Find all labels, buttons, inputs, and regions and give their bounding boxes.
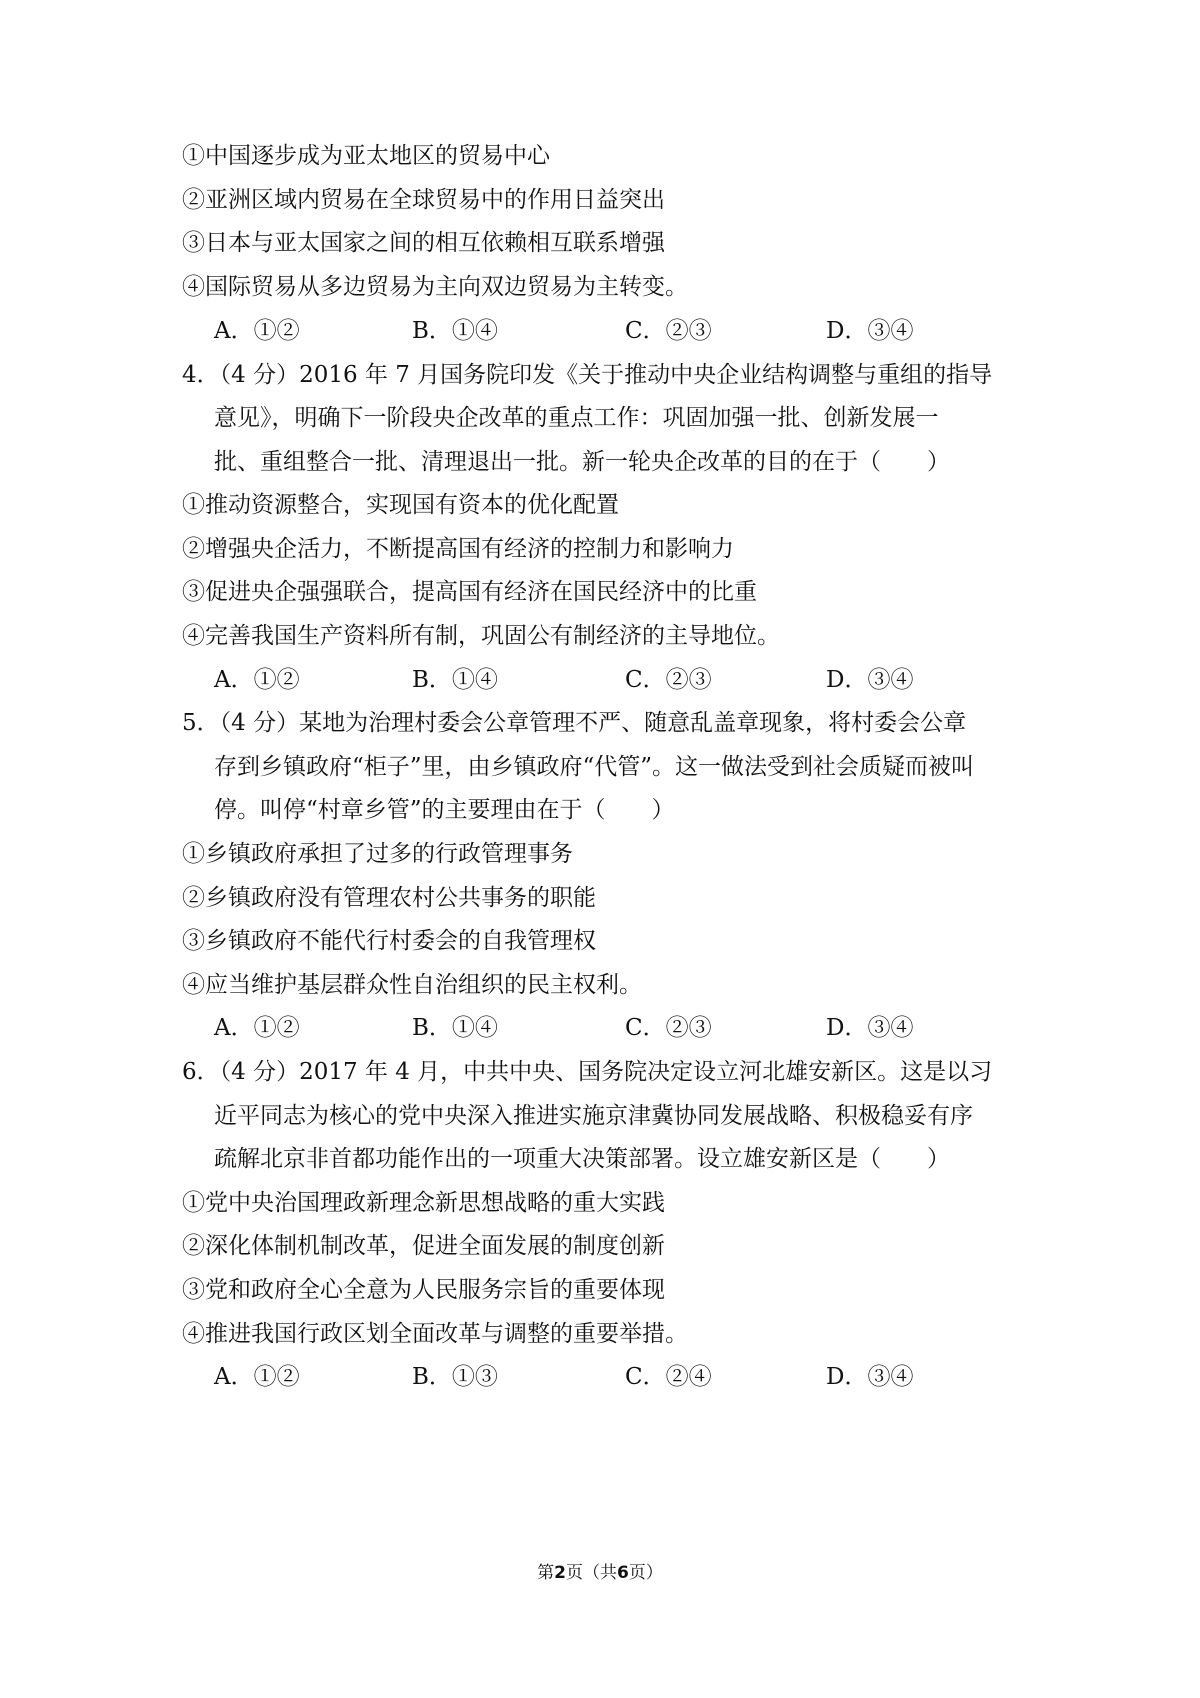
q6-statement-2: ②深化体制机制改革，促进全面发展的制度创新 [182,1233,665,1259]
q4-option-b: B．①④ [412,667,498,693]
q3-statement-3: ③日本与亚太国家之间的相互依赖相互联系增强 [182,230,665,256]
q4-stem-line-3: 批、重组整合一批、清理退出一批。新一轮央企改革的目的在于（ ） [214,449,950,475]
q3-option-a: A．①② [214,318,300,344]
q4-statement-2: ②增强央企活力，不断提高国有经济的控制力和影响力 [182,536,734,562]
footer-page-number: 2 [554,1563,566,1583]
q6-option-a: A．①② [214,1364,300,1390]
q4-statement-3: ③促进央企强强联合，提高国有经济在国民经济中的比重 [182,579,757,605]
q6-option-d: D．③④ [826,1364,914,1390]
q6-stem-line-2: 近平同志为核心的党中央深入推进实施京津冀协同发展战略、积极稳妥有序 [214,1103,973,1129]
q4-option-c: C．②③ [625,667,712,693]
q5-option-a: A．①② [214,1015,300,1041]
q3-statement-4: ④国际贸易从多边贸易为主向双边贸易为主转变。 [182,274,688,300]
footer-prefix: 第 [537,1563,555,1583]
q6-statement-4: ④推进我国行政区划全面改革与调整的重要举措。 [182,1321,688,1347]
q6-option-b: B．①③ [412,1364,498,1390]
q3-option-c: C．②③ [625,318,712,344]
q5-option-c: C．②③ [625,1015,712,1041]
footer-suffix: 页） [628,1563,663,1583]
q5-option-b: B．①④ [412,1015,498,1041]
q6-statement-3: ③党和政府全心全意为人民服务宗旨的重要体现 [182,1277,665,1303]
q6-stem-line-1: 6．（4 分）2017 年 4 月，中共中央、国务院决定设立河北雄安新区。这是以习 [182,1059,993,1085]
q5-statement-3: ③乡镇政府不能代行村委会的自我管理权 [182,928,596,954]
q5-statement-1: ①乡镇政府承担了过多的行政管理事务 [182,841,573,867]
q4-stem-line-1: 4．（4 分）2016 年 7 月国务院印发《关于推动中央企业结构调整与重组的指导 [182,362,993,388]
q3-statement-1: ①中国逐步成为亚太地区的贸易中心 [182,143,550,169]
page-footer [0,1562,1200,1584]
q3-statement-2: ②亚洲区域内贸易在全球贸易中的作用日益突出 [182,187,665,213]
q5-stem-line-3: 停。叫停“村章乡管”的主要理由在于（ ） [214,797,675,823]
q5-stem-line-2: 存到乡镇政府“柜子”里，由乡镇政府“代管”。这一做法受到社会质疑而被叫 [214,754,975,780]
q5-stem-line-1: 5．（4 分）某地为治理村委会公章管理不严、随意乱盖章现象，将村委会公章 [182,710,967,736]
q4-stem-line-2: 意见》，明确下一阶段央企改革的重点工作：巩固加强一批、创新发展一 [214,405,939,431]
q6-stem-line-3: 疏解北京非首都功能作出的一项重大决策部署。设立雄安新区是（ ） [214,1146,950,1172]
q6-option-c: C．②④ [625,1364,712,1390]
q4-statement-1: ①推动资源整合，实现国有资本的优化配置 [182,492,619,518]
q6-statement-1: ①党中央治国理政新理念新思想战略的重大实践 [182,1190,665,1216]
q4-option-a: A．①② [214,667,300,693]
q5-statement-2: ②乡镇政府没有管理农村公共事务的职能 [182,885,596,911]
footer-total-pages: 6 [617,1563,629,1583]
q4-statement-4: ④完善我国生产资料所有制，巩固公有制经济的主导地位。 [182,623,780,649]
q4-option-d: D．③④ [826,667,914,693]
footer-middle: 页（共 [566,1563,617,1583]
q5-statement-4: ④应当维护基层群众性自治组织的民主权利。 [182,972,642,998]
q5-option-d: D．③④ [826,1015,914,1041]
q3-option-d: D．③④ [826,318,914,344]
q3-option-b: B．①④ [412,318,498,344]
